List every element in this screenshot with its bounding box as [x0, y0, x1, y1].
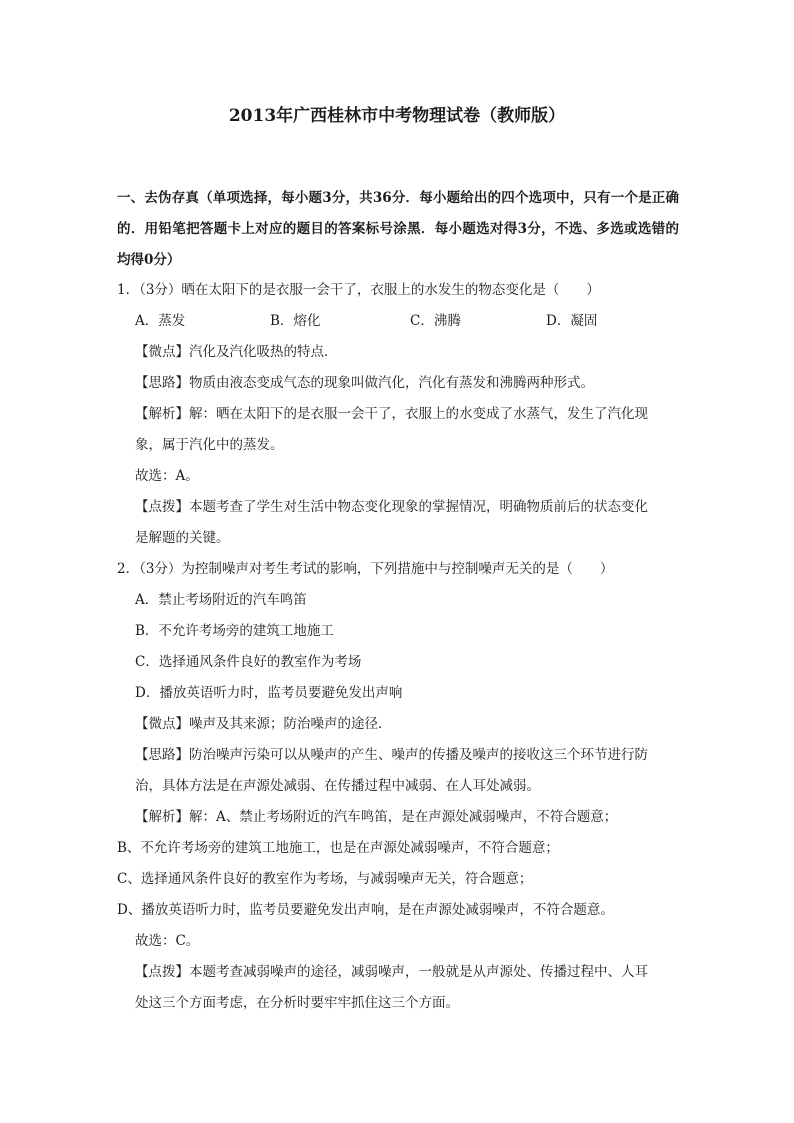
- question-1-idea: 【思路】物质由液态变成气态的现象叫做汽化，汽化有蒸发和沸腾两种形式。: [135, 375, 594, 391]
- question-2-option-c: C．选择通风条件良好的教室作为考场: [135, 654, 362, 670]
- question-2-analysis-line-4: D、播放英语听力时，监考员要避免发出声响，是在声源处减弱噪声，不符合题意。: [117, 902, 614, 918]
- question-2-option-d: D．播放英语听力时，监考员要避免发出声响: [135, 685, 403, 701]
- question-2-analysis-line-1: 【解析】解：A、禁止考场附近的汽车鸣笛，是在声源处减弱噪声，不符合题意；: [135, 809, 618, 825]
- question-1-stem: 1．（3分）晒在太阳下的是衣服一会干了，衣服上的水发生的物态变化是（ ）: [117, 282, 600, 298]
- question-1-option-c: C．沸腾: [410, 313, 461, 329]
- question-2-analysis-line-3: C、选择通风条件良好的教室作为考场，与减弱噪声无关，符合题意；: [117, 871, 533, 887]
- question-2-idea-line-1: 【思路】防治噪声污染可以从噪声的产生、噪声的传播及噪声的接收这三个环节进行防: [135, 747, 648, 763]
- question-1-option-b: B．熔化: [270, 313, 321, 329]
- question-1-comment-line-2: 是解题的关键。: [135, 530, 230, 546]
- question-2-point: 【微点】噪声及其来源；防治噪声的途径．: [135, 716, 392, 732]
- question-1-comment-line-1: 【点拨】本题考查了学生对生活中物态变化现象的掌握情况，明确物质前后的状态变化: [135, 499, 648, 515]
- question-2-comment-line-1: 【点拨】本题考查减弱噪声的途径，减弱噪声，一般就是从声源处、传播过程中、人耳: [135, 964, 648, 980]
- question-2-answer: 故选：C。: [135, 933, 200, 949]
- question-1-options: [117, 306, 679, 337]
- question-1-option-a: A．蒸发: [135, 313, 186, 329]
- question-2-idea-line-2: 治，具体方法是在声源处减弱、在传播过程中减弱、在人耳处减弱。: [135, 778, 540, 794]
- question-1-analysis-line-1: 【解析】解：晒在太阳下的是衣服一会干了，衣服上的水变成了水蒸气，发生了汽化现: [135, 406, 648, 422]
- question-1-analysis-line-2: 象，属于汽化中的蒸发。: [135, 437, 284, 453]
- question-2-option-b: B．不允许考场旁的建筑工地施工: [135, 623, 334, 639]
- question-1-answer: 故选：A。: [135, 468, 199, 484]
- question-2-comment-line-2: 处这三个方面考虑，在分析时要牢牢抓住这三个方面。: [135, 995, 459, 1011]
- question-2-analysis-line-2: B、不允许考场旁的建筑工地施工，也是在声源处减弱噪声，不符合题意；: [117, 840, 559, 856]
- question-1-point: 【微点】汽化及汽化吸热的特点．: [135, 344, 338, 360]
- question-2-stem: 2．（3分）为控制噪声对考生考试的影响，下列措施中与控制噪声无关的是（ ）: [117, 561, 614, 577]
- question-2-option-a: A．禁止考场附近的汽车鸣笛: [135, 592, 307, 608]
- question-1-option-d: D．凝固: [546, 313, 598, 329]
- questions-content: [117, 275, 679, 1019]
- section-heading: 一、去伪存真（单项选择，每小题3分，共36分．每小题给出的四个选项中，只有一个是正确的．用铅笔把答题卡上对应的题目的答案标号涂黑．每小题选对得3分，不选、多选或选错的均得0分）: [117, 190, 679, 268]
- document-title: 2013年广西桂林市中考物理试卷（教师版）: [228, 106, 566, 126]
